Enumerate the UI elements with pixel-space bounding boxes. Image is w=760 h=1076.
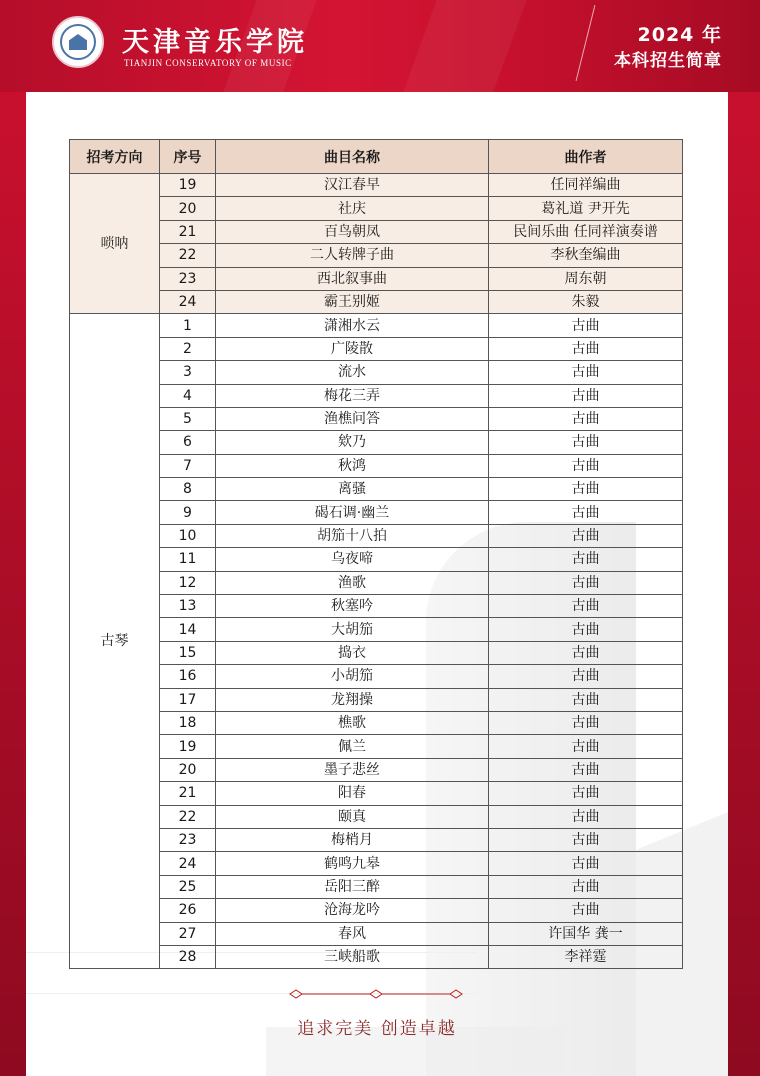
number-cell: 8 — [160, 478, 216, 501]
composer-cell: 李秋奎编曲 — [489, 244, 683, 267]
title-cell: 汉江春早 — [216, 174, 489, 197]
table-header-row — [70, 140, 683, 174]
composer-cell: 古曲 — [489, 758, 683, 781]
title-cell: 岳阳三醉 — [216, 875, 489, 898]
table-row — [70, 618, 683, 641]
table-row — [70, 174, 683, 197]
composer-cell: 古曲 — [489, 337, 683, 360]
title-cell: 鹤鸣九皋 — [216, 852, 489, 875]
table-row — [70, 548, 683, 571]
table-row — [70, 571, 683, 594]
number-cell: 20 — [160, 758, 216, 781]
composer-cell: 古曲 — [489, 314, 683, 337]
composer-cell: 古曲 — [489, 501, 683, 524]
composer-cell: 古曲 — [489, 431, 683, 454]
title-cell: 墨子悲丝 — [216, 758, 489, 781]
title-cell: 颐真 — [216, 805, 489, 828]
composer-cell: 古曲 — [489, 828, 683, 851]
header-divider — [576, 5, 596, 81]
table-row — [70, 314, 683, 337]
table-row — [70, 431, 683, 454]
table-row — [70, 711, 683, 734]
title-cell: 欸乃 — [216, 431, 489, 454]
composer-cell: 古曲 — [489, 478, 683, 501]
table-row — [70, 688, 683, 711]
number-cell: 16 — [160, 665, 216, 688]
composer-cell: 古曲 — [489, 735, 683, 758]
title-cell: 秋塞吟 — [216, 595, 489, 618]
title-cell: 秋鸿 — [216, 454, 489, 477]
title-cell: 二人转牌子曲 — [216, 244, 489, 267]
number-cell: 18 — [160, 711, 216, 734]
slogan: 追求完美 创造卓越 — [297, 1019, 457, 1039]
table-row — [70, 478, 683, 501]
school-name-en: TIANJIN CONSERVATORY OF MUSIC — [124, 58, 292, 68]
table-row — [70, 197, 683, 220]
table-row — [70, 407, 683, 430]
number-cell: 2 — [160, 337, 216, 360]
number-cell: 15 — [160, 641, 216, 664]
title-cell: 大胡笳 — [216, 618, 489, 641]
number-cell: 22 — [160, 244, 216, 267]
table-row — [70, 782, 683, 805]
composer-cell: 古曲 — [489, 641, 683, 664]
title-cell: 佩兰 — [216, 735, 489, 758]
column-header-number: 序号 — [160, 140, 216, 174]
number-cell: 10 — [160, 524, 216, 547]
composer-cell: 古曲 — [489, 852, 683, 875]
title-cell: 梅梢月 — [216, 828, 489, 851]
composer-cell: 许国华 龚一 — [489, 922, 683, 945]
title-cell: 三峡船歌 — [216, 945, 489, 968]
column-header-direction: 招考方向 — [70, 140, 160, 174]
title-cell: 春风 — [216, 922, 489, 945]
title-cell: 西北叙事曲 — [216, 267, 489, 290]
composer-cell: 古曲 — [489, 361, 683, 384]
composer-cell: 古曲 — [489, 407, 683, 430]
table-row — [70, 805, 683, 828]
number-cell: 19 — [160, 174, 216, 197]
table-row — [70, 361, 683, 384]
repertoire-table — [69, 139, 683, 969]
title-cell: 沧海龙吟 — [216, 899, 489, 922]
page-content — [26, 92, 728, 1076]
number-cell: 24 — [160, 852, 216, 875]
number-cell: 21 — [160, 782, 216, 805]
number-cell: 9 — [160, 501, 216, 524]
table-row — [70, 641, 683, 664]
title-cell: 百鸟朝凤 — [216, 220, 489, 243]
number-cell: 23 — [160, 267, 216, 290]
composer-cell: 古曲 — [489, 899, 683, 922]
title-cell: 梅花三弄 — [216, 384, 489, 407]
page-header — [0, 0, 760, 92]
title-cell: 碣石调·幽兰 — [216, 501, 489, 524]
table-row — [70, 290, 683, 313]
number-cell: 5 — [160, 407, 216, 430]
title-cell: 社庆 — [216, 197, 489, 220]
table-row — [70, 267, 683, 290]
table-row — [70, 899, 683, 922]
table-row — [70, 945, 683, 968]
composer-cell: 古曲 — [489, 384, 683, 407]
table-row — [70, 220, 683, 243]
title-cell: 霸王别姬 — [216, 290, 489, 313]
composer-cell: 古曲 — [489, 524, 683, 547]
number-cell: 4 — [160, 384, 216, 407]
title-cell: 捣衣 — [216, 641, 489, 664]
composer-cell: 古曲 — [489, 595, 683, 618]
table-row — [70, 595, 683, 618]
title-cell: 龙翔操 — [216, 688, 489, 711]
composer-cell: 葛礼道 尹开先 — [489, 197, 683, 220]
table-row — [70, 454, 683, 477]
title-cell: 胡笳十八拍 — [216, 524, 489, 547]
table-row — [70, 524, 683, 547]
table-row — [70, 922, 683, 945]
composer-cell: 朱毅 — [489, 290, 683, 313]
table-row — [70, 501, 683, 524]
composer-cell: 古曲 — [489, 665, 683, 688]
number-cell: 20 — [160, 197, 216, 220]
composer-cell: 古曲 — [489, 688, 683, 711]
number-cell: 3 — [160, 361, 216, 384]
table-row — [70, 758, 683, 781]
table-row — [70, 244, 683, 267]
composer-cell: 任同祥编曲 — [489, 174, 683, 197]
header-stripe — [403, 0, 526, 92]
composer-cell: 古曲 — [489, 711, 683, 734]
number-cell: 24 — [160, 290, 216, 313]
composer-cell: 李祥霆 — [489, 945, 683, 968]
table-row — [70, 337, 683, 360]
table-row — [70, 735, 683, 758]
number-cell: 28 — [160, 945, 216, 968]
composer-cell: 古曲 — [489, 548, 683, 571]
column-header-composer: 曲作者 — [489, 140, 683, 174]
number-cell: 13 — [160, 595, 216, 618]
left-border-band — [0, 92, 26, 1076]
composer-cell: 古曲 — [489, 805, 683, 828]
title-cell: 流水 — [216, 361, 489, 384]
table-row — [70, 384, 683, 407]
table-row — [70, 875, 683, 898]
composer-cell: 古曲 — [489, 782, 683, 805]
table-row — [70, 828, 683, 851]
title-cell: 渔樵问答 — [216, 407, 489, 430]
number-cell: 12 — [160, 571, 216, 594]
school-logo — [52, 16, 104, 68]
number-cell: 14 — [160, 618, 216, 641]
title-cell: 广陵散 — [216, 337, 489, 360]
right-border-band — [728, 92, 760, 1076]
table-row — [70, 852, 683, 875]
number-cell: 11 — [160, 548, 216, 571]
number-cell: 26 — [160, 899, 216, 922]
title-cell: 樵歌 — [216, 711, 489, 734]
number-cell: 7 — [160, 454, 216, 477]
direction-cell: 唢呐 — [70, 174, 160, 314]
table-row — [70, 665, 683, 688]
title-cell: 潇湘水云 — [216, 314, 489, 337]
brochure-year: 2024 年 — [637, 24, 722, 46]
number-cell: 19 — [160, 735, 216, 758]
composer-cell: 古曲 — [489, 618, 683, 641]
number-cell: 23 — [160, 828, 216, 851]
title-cell: 乌夜啼 — [216, 548, 489, 571]
title-cell: 离骚 — [216, 478, 489, 501]
number-cell: 25 — [160, 875, 216, 898]
column-header-title: 曲目名称 — [216, 140, 489, 174]
composer-cell: 古曲 — [489, 875, 683, 898]
number-cell: 17 — [160, 688, 216, 711]
divider-ornament — [288, 988, 464, 1000]
school-name-cn: 天津音乐学院 — [122, 27, 308, 58]
number-cell: 6 — [160, 431, 216, 454]
number-cell: 21 — [160, 220, 216, 243]
number-cell: 1 — [160, 314, 216, 337]
composer-cell: 周东朝 — [489, 267, 683, 290]
number-cell: 22 — [160, 805, 216, 828]
composer-cell: 古曲 — [489, 454, 683, 477]
table-body — [70, 174, 683, 969]
title-cell: 小胡笳 — [216, 665, 489, 688]
composer-cell: 古曲 — [489, 571, 683, 594]
brochure-title: 本科招生简章 — [614, 51, 722, 71]
title-cell: 阳春 — [216, 782, 489, 805]
title-cell: 渔歌 — [216, 571, 489, 594]
composer-cell: 民间乐曲 任同祥演奏谱 — [489, 220, 683, 243]
number-cell: 27 — [160, 922, 216, 945]
direction-cell: 古琴 — [70, 314, 160, 969]
